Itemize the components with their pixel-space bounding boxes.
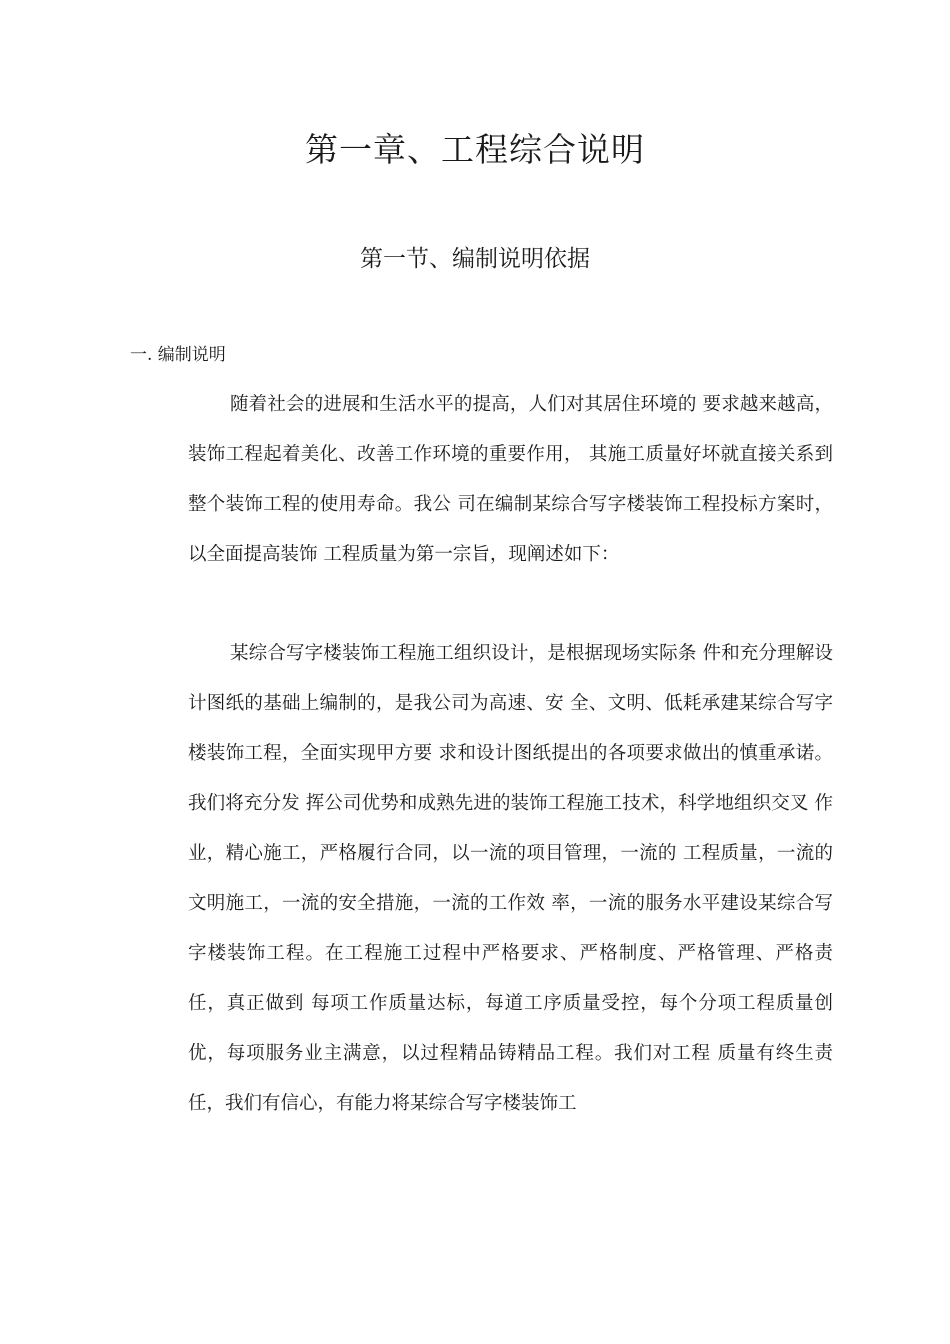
chapter-title: 第一章、工程综合说明: [305, 130, 645, 169]
section-title: 第一节、编制说明依据: [360, 246, 590, 272]
sub-heading: 一. 编制说明: [130, 345, 226, 365]
paragraph: 某综合写字楼装饰工程施工组织设计，是根据现场实际条 件和充分理解设计图纸的基础上编制的，是我公司为高速、安 全、文明、低耗承建某综合写字楼装饰工程，全面实现甲方要 求和设计图纸提出的各项要求做出的慎重承诺。我们将充分发 挥公司优势和成熟先进的装饰工程施工技术，科学地组织交叉 作业，精心施工，严格履行合同，以一流的项目管理，一流的 工程质量，一流的文明施工，一流的安全措施，一流的工作效 率，一流的服务水平建设某综合写字楼装饰工程。在工程施工过程中严格要求、严格制度、严格管理、严格责任，真正做到 每项工作质量达标，每道工序质量受控，每个分项工程质量创 优，每项服务业主满意，以过程精品铸精品工程。我们对工程 质量有终生责任，我们有信心，有能力将某综合写字楼装饰工: [188, 643, 833, 1114]
paragraph: 随着社会的进展和生活水平的提高，人们对其居住环境的 要求越来越高，装饰工程起着美化、改善工作环境的重要作用， 其施工质量好坏就直接关系到整个装饰工程的使用寿命。我公 司在编制某综合写字楼装饰工程投标方案时，以全面提高装饰 工程质量为第一宗旨，现阐述如下：: [188, 394, 833, 565]
